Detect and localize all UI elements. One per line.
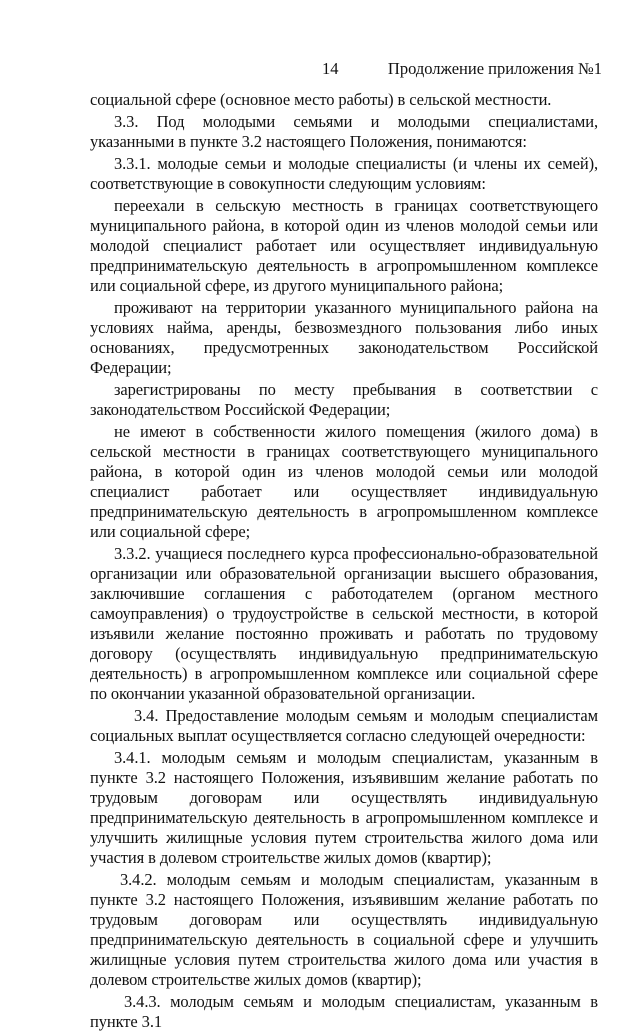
paragraph-3-4-1: 3.4.1. молодым семьям и молодым специалистам, указанным в пункте 3.2 настоящего Положения, изъявившим желание работать по трудовым договорам или осуществлять индивидуальную предпринимательскую деятельность в агропромышленном комплексе и улучшить жилищные условия путем строительства жилого дома или участия в долевом строительстве жилых домов (квартир); bbox=[90, 748, 598, 867]
paragraph-3-3-1: 3.3.1. молодые семьи и молодые специалисты (и члены их семей), соответствующие в совокупности следующим условиям: bbox=[90, 154, 598, 193]
paragraph-3-4-2: 3.4.2. молодым семьям и молодым специалистам, указанным в пункте 3.2 настоящего Положения, изъявившим желание работать по трудовым договорам или осуществлять индивидуальную предпринимательскую деятельность в социальной сфере и улучшить жилищные условия путем строительства жилого дома или участия в долевом строительстве жилых домов (квартир); bbox=[90, 870, 598, 989]
paragraph-continued: социальной сфере (основное место работы) в сельской местности. bbox=[90, 90, 552, 109]
document-body bbox=[90, 90, 598, 1034]
condition-residing: проживают на территории указанного муниципального района на условиях найма, аренды, безвозмездного пользования либо иных основаниях, предусмотренных законодательством Российской Федерации; bbox=[90, 298, 598, 377]
paragraph-3-4-3: 3.4.3. молодым семьям и молодым специалистам, указанным в пункте 3.1 bbox=[90, 992, 598, 1031]
page-header bbox=[0, 58, 640, 80]
condition-no-housing: не имеют в собственности жилого помещения (жилого дома) в сельской местности в границах соответствующего муниципального района, в которой один из членов молодой семьи или молодой специалист работает или осуществляет индивидуальную предпринимательскую деятельность в агропромышленном комплексе или социальной сфере; bbox=[90, 422, 598, 541]
condition-registered: зарегистрированы по месту пребывания в соответствии с законодательством Российской Федерации; bbox=[90, 380, 598, 419]
paragraph-3-3: 3.3. Под молодыми семьями и молодыми специалистами, указанными в пункте 3.2 настоящего Положения, понимаются: bbox=[90, 112, 598, 151]
paragraph-3-3-2: 3.3.2. учащиеся последнего курса профессионально-образовательной организации или образовательной организации высшего образования, заключившие соглашения с работодателем (органом местного самоуправления) о трудоустройстве в сельской местности, в которой изъявили желание постоянно проживать и работать по трудовому договору (осуществлять индивидуальную предпринимательскую деятельность) в агропромышленном комплексе или социальной сфере по окончании указанной образовательной организации. bbox=[90, 544, 598, 703]
paragraph-3-4: 3.4. Предоставление молодым семьям и молодым специалистам социальных выплат осуществляется согласно следующей очередности: bbox=[90, 706, 598, 745]
continuation-label: Продолжение приложения №1 bbox=[387, 59, 602, 78]
page-number: 14 bbox=[322, 59, 339, 78]
condition-relocated: переехали в сельскую местность в границах соответствующего муниципального района, в которой один из членов молодой семьи или молодой специалист работает или осуществляет индивидуальную предпринимательскую деятельность в агропромышленном комплексе или социальной сфере, из другого муниципального района; bbox=[90, 196, 598, 295]
